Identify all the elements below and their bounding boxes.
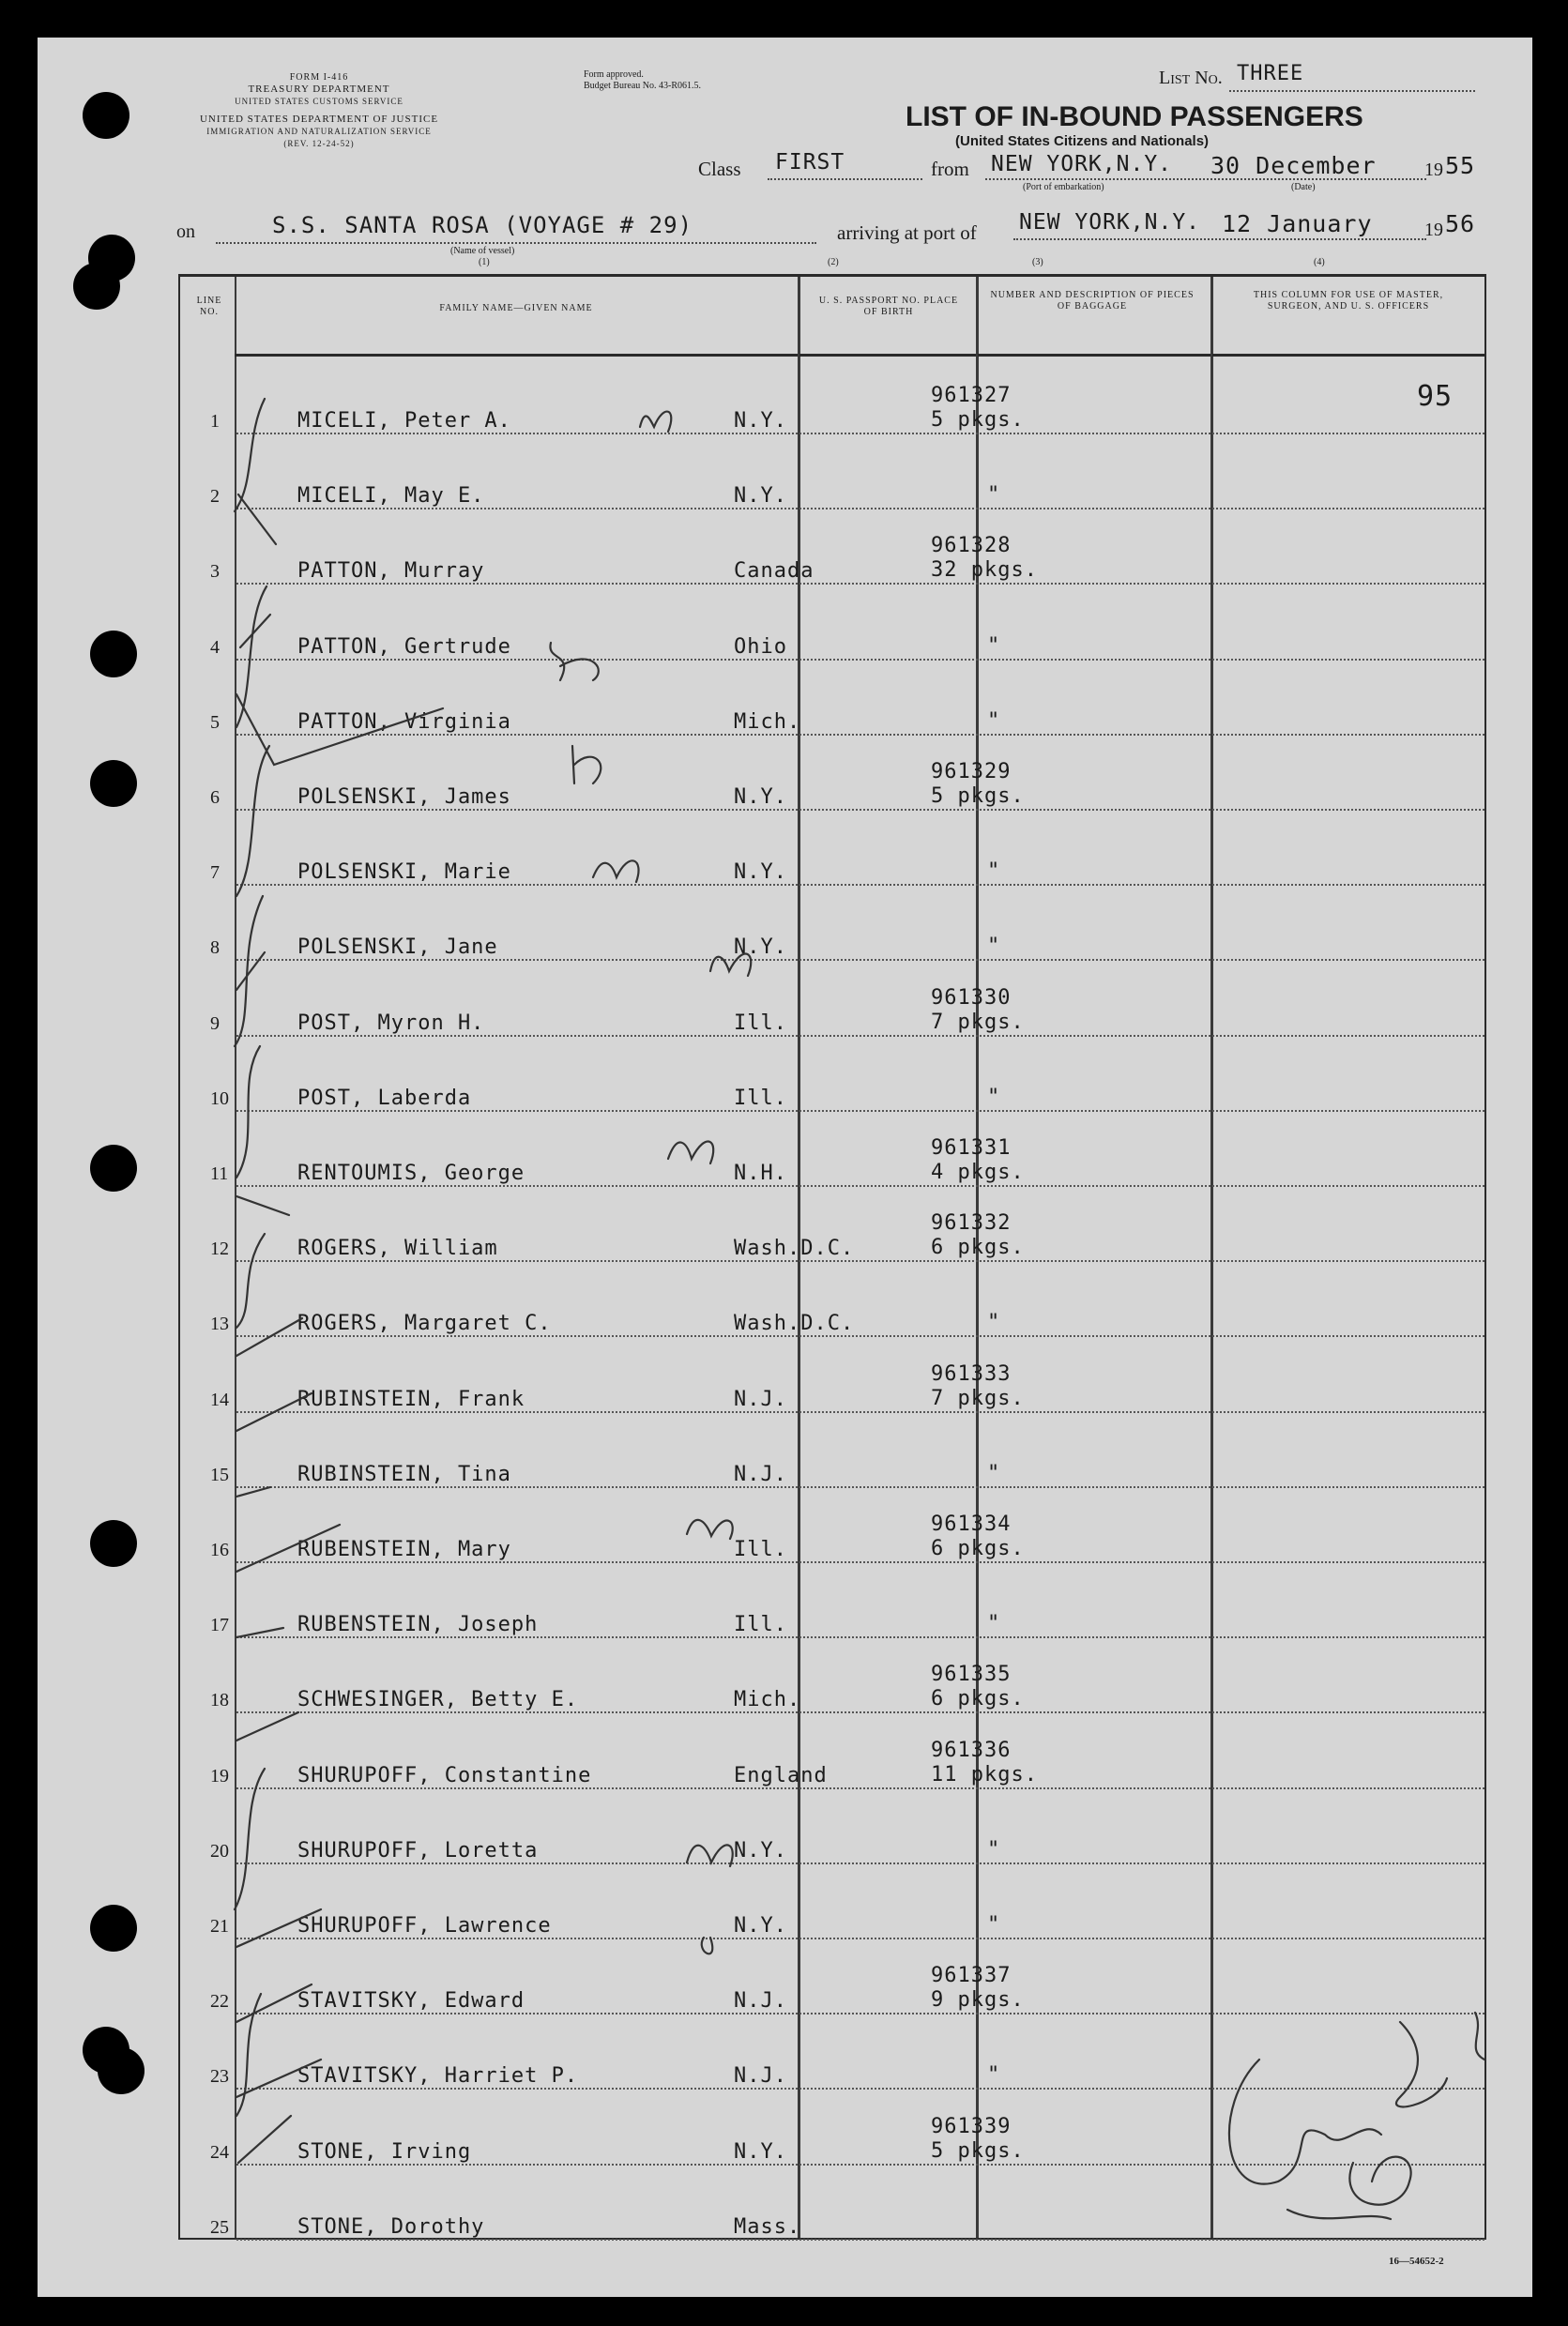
place-of-birth: N.J. <box>734 2064 787 2089</box>
line-number: 12 <box>210 1239 229 1260</box>
place-of-birth: Wash.D.C. <box>734 1237 855 1261</box>
col2-num: (2) <box>828 257 839 267</box>
line-number: 1 <box>210 411 220 432</box>
passenger-name: PATTON, Gertrude <box>297 634 511 659</box>
place-of-birth: N.H. <box>734 1162 787 1185</box>
binder-hole <box>90 1520 137 1567</box>
passenger-name: RUBINSTEIN, Frank <box>297 1387 525 1411</box>
binder-hole <box>90 631 137 677</box>
place-of-birth: N.Y. <box>734 935 787 960</box>
baggage-pieces: 4 pkgs. <box>931 1161 1025 1184</box>
baggage-pieces: 6 pkgs. <box>931 1687 1025 1711</box>
vessel-dots <box>216 242 816 244</box>
line-number: 21 <box>210 1916 229 1937</box>
line-number: 4 <box>210 636 220 658</box>
on-label: on <box>176 221 195 242</box>
passenger-name: PATTON, Virginia <box>297 709 511 734</box>
place-of-birth: Mich. <box>734 1688 801 1712</box>
passenger-name: POLSENSKI, James <box>297 785 511 809</box>
passenger-name: POLSENSKI, Marie <box>297 860 511 885</box>
passenger-name: STONE, Irving <box>297 2139 472 2164</box>
baggage-number: 961329 <box>931 760 1012 783</box>
passenger-name: RUBENSTEIN, Mary <box>297 1538 511 1561</box>
embark-year-prefix: 19 <box>1424 160 1443 180</box>
passenger-name: RUBENSTEIN, Joseph <box>297 1613 539 1637</box>
line-number: 23 <box>210 2066 229 2088</box>
revision: (REV. 12-24-52) <box>283 139 355 148</box>
class-dots <box>768 178 922 180</box>
passenger-name: POST, Myron H. <box>297 1011 485 1035</box>
passenger-table <box>178 274 1486 2240</box>
treasury-dept: TREASURY DEPARTMENT <box>248 84 390 95</box>
place-of-birth: N.Y. <box>734 1914 787 1938</box>
baggage-number: 961337 <box>931 1964 1012 1988</box>
passenger-name: SHURUPOFF, Lawrence <box>297 1914 552 1938</box>
line-number: 24 <box>210 2141 229 2163</box>
baggage-pieces: " <box>987 483 1001 508</box>
embark-year: 55 <box>1445 152 1476 179</box>
line-number: 18 <box>210 1690 229 1711</box>
place-of-birth: Ohio <box>734 634 787 659</box>
baggage-pieces: 9 pkgs. <box>931 1988 1025 2013</box>
vessel-name: S.S. SANTA ROSA (VOYAGE # 29) <box>272 212 693 238</box>
class-value: FIRST <box>775 150 845 175</box>
baggage-pieces: " <box>987 935 1001 959</box>
baggage-pieces: 5 pkgs. <box>931 408 1025 432</box>
baggage-number: 961335 <box>931 1663 1012 1687</box>
passenger-name: RUBINSTEIN, Tina <box>297 1462 511 1486</box>
place-of-birth: N.Y. <box>734 2139 787 2164</box>
col3-num: (3) <box>1032 257 1043 267</box>
place-of-birth: Ill. <box>734 1011 787 1035</box>
form-approved <box>584 69 701 92</box>
col4-num: (4) <box>1314 257 1325 267</box>
arrival-year-prefix: 19 <box>1424 220 1443 240</box>
place-of-birth: Ill. <box>734 1086 787 1110</box>
line-number: 14 <box>210 1389 229 1410</box>
customs-service: UNITED STATES CUSTOMS SERVICE <box>235 97 403 106</box>
arrival-dots <box>1013 238 1426 240</box>
line-number: 15 <box>210 1464 229 1485</box>
vessel-col-num: (1) <box>479 257 490 267</box>
passenger-name: MICELI, Peter A. <box>297 409 511 433</box>
row-dotted-rule <box>236 2239 1484 2241</box>
baggage-pieces: 32 pkgs. <box>931 558 1038 583</box>
line-number: 2 <box>210 486 220 508</box>
baggage-pieces: " <box>987 1612 1001 1636</box>
list-no-label: List No. <box>1159 68 1223 88</box>
from-label: from <box>931 158 969 180</box>
header-name: FAMILY NAME—GIVEN NAME <box>439 303 593 313</box>
baggage-number: 961331 <box>931 1136 1012 1160</box>
passenger-name: POLSENSKI, Jane <box>297 935 498 960</box>
place-of-birth: Mass. <box>734 2214 801 2239</box>
budget-bureau: Budget Bureau No. 43-R061.5. <box>584 81 701 91</box>
line-number: 11 <box>210 1163 229 1184</box>
baggage-number: 961339 <box>931 2114 1012 2138</box>
passenger-name: ROGERS, William <box>297 1237 498 1261</box>
line-number: 6 <box>210 787 220 808</box>
baggage-pieces: " <box>987 1085 1001 1109</box>
line-number: 19 <box>210 1765 229 1786</box>
line-number: 13 <box>210 1314 229 1335</box>
passenger-name: STONE, Dorothy <box>297 2214 485 2239</box>
line-number: 8 <box>210 937 220 959</box>
baggage-pieces: " <box>987 1311 1001 1335</box>
place-of-birth: N.Y. <box>734 1838 787 1862</box>
baggage-pieces: 7 pkgs. <box>931 1386 1025 1410</box>
page-title: LIST OF IN-BOUND PASSENGERS <box>906 101 1363 132</box>
header-passport: U. S. PASSPORT NO. PLACE OF BIRTH <box>818 296 959 317</box>
line-number: 17 <box>210 1615 229 1636</box>
officer-note: 95 <box>1417 380 1454 413</box>
justice-dept: UNITED STATES DEPARTMENT OF JUSTICE <box>199 114 439 125</box>
line-number: 10 <box>210 1087 229 1109</box>
baggage-pieces: " <box>987 859 1001 884</box>
arrival-year: 56 <box>1445 210 1476 237</box>
passenger-name: SHURUPOFF, Loretta <box>297 1838 539 1862</box>
binder-hole <box>90 760 137 807</box>
manifest-page <box>38 38 1532 2297</box>
header-baggage: NUMBER AND DESCRIPTION OF PIECES OF BAGGAGE <box>990 290 1195 312</box>
line-number: 9 <box>210 1012 220 1034</box>
baggage-number: 961334 <box>931 1513 1012 1536</box>
vessel-caption: (Name of vessel) <box>450 246 515 256</box>
arriving-label: arriving at port of <box>837 221 977 244</box>
passenger-name: SHURUPOFF, Constantine <box>297 1763 592 1787</box>
baggage-pieces: " <box>987 633 1001 658</box>
binder-hole <box>83 92 129 139</box>
line-number: 25 <box>210 2216 229 2238</box>
place-of-birth: N.J. <box>734 1989 787 2014</box>
class-label: Class <box>698 158 741 180</box>
baggage-pieces: 7 pkgs. <box>931 1010 1025 1034</box>
place-of-birth: Canada <box>734 559 814 584</box>
list-no-dots <box>1229 90 1475 92</box>
approved-line: Form approved. <box>584 69 644 80</box>
arrival-date: 12 January <box>1222 210 1373 237</box>
place-of-birth: N.Y. <box>734 484 787 509</box>
baggage-pieces: 6 pkgs. <box>931 1537 1025 1560</box>
place-of-birth: N.Y. <box>734 785 787 809</box>
place-of-birth: Ill. <box>734 1613 787 1637</box>
place-of-birth: N.Y. <box>734 409 787 433</box>
form-number: FORM I-416 <box>289 72 349 83</box>
embark-date: 30 December <box>1210 152 1377 179</box>
place-of-birth: Mich. <box>734 709 801 734</box>
place-of-birth: Wash.D.C. <box>734 1312 855 1336</box>
baggage-pieces: " <box>987 1461 1001 1485</box>
passenger-name: POST, Laberda <box>297 1086 472 1110</box>
embark-port: NEW YORK,N.Y. <box>991 152 1173 176</box>
passenger-name: STAVITSKY, Edward <box>297 1989 525 2014</box>
port-caption: (Port of embarkation) <box>1023 182 1104 192</box>
place-of-birth: England <box>734 1763 828 1787</box>
binder-hole <box>90 1145 137 1192</box>
line-number: 7 <box>210 862 220 884</box>
passenger-name: ROGERS, Margaret C. <box>297 1312 552 1336</box>
line-number: 22 <box>210 1991 229 2013</box>
passenger-name: STAVITSKY, Harriet P. <box>297 2064 579 2089</box>
baggage-number: 961330 <box>931 985 1012 1010</box>
baggage-pieces: " <box>987 708 1001 733</box>
passenger-name: SCHWESINGER, Betty E. <box>297 1688 579 1712</box>
list-no-value: THREE <box>1237 62 1304 85</box>
baggage-number: 961328 <box>931 534 1012 558</box>
passenger-name: MICELI, May E. <box>297 484 485 509</box>
baggage-pieces: 5 pkgs. <box>931 784 1025 808</box>
baggage-number: 961333 <box>931 1361 1012 1386</box>
binder-hole <box>73 263 120 310</box>
baggage-pieces: " <box>987 1913 1001 1937</box>
baggage-pieces: " <box>987 2063 1001 2088</box>
header-line-no: LINE NO. <box>196 296 222 317</box>
place-of-birth: Ill. <box>734 1538 787 1561</box>
baggage-pieces: 5 pkgs. <box>931 2138 1025 2163</box>
baggage-pieces: 6 pkgs. <box>931 1236 1025 1260</box>
form-header-left <box>160 71 479 150</box>
baggage-number: 961336 <box>931 1738 1012 1762</box>
handwritten-checkmarks <box>180 277 1484 2238</box>
place-of-birth: N.J. <box>734 1387 787 1411</box>
line-number: 16 <box>210 1540 229 1560</box>
passenger-name: PATTON, Murray <box>297 559 485 584</box>
baggage-number: 961327 <box>931 384 1012 407</box>
footer-code: 16—54652-2 <box>1389 2256 1444 2267</box>
arrival-port: NEW YORK,N.Y. <box>1019 210 1201 235</box>
line-number: 20 <box>210 1840 229 1862</box>
place-of-birth: N.J. <box>734 1462 787 1486</box>
date-caption: (Date) <box>1291 182 1316 192</box>
baggage-pieces: " <box>987 1837 1001 1862</box>
binder-hole <box>98 2047 145 2094</box>
from-dots <box>985 178 1426 180</box>
ins-service: IMMIGRATION AND NATURALIZATION SERVICE <box>206 127 432 136</box>
line-number: 3 <box>210 561 220 583</box>
header-officers: THIS COLUMN FOR USE OF MASTER, SURGEON, AND U. S. OFFICERS <box>1253 290 1444 312</box>
binder-hole <box>90 1905 137 1952</box>
page-subtitle: (United States Citizens and Nationals) <box>955 133 1210 149</box>
line-number: 5 <box>210 711 220 733</box>
passenger-name: RENTOUMIS, George <box>297 1162 525 1185</box>
place-of-birth: N.Y. <box>734 860 787 885</box>
baggage-number: 961332 <box>931 1211 1012 1236</box>
baggage-pieces: 11 pkgs. <box>931 1762 1038 1786</box>
